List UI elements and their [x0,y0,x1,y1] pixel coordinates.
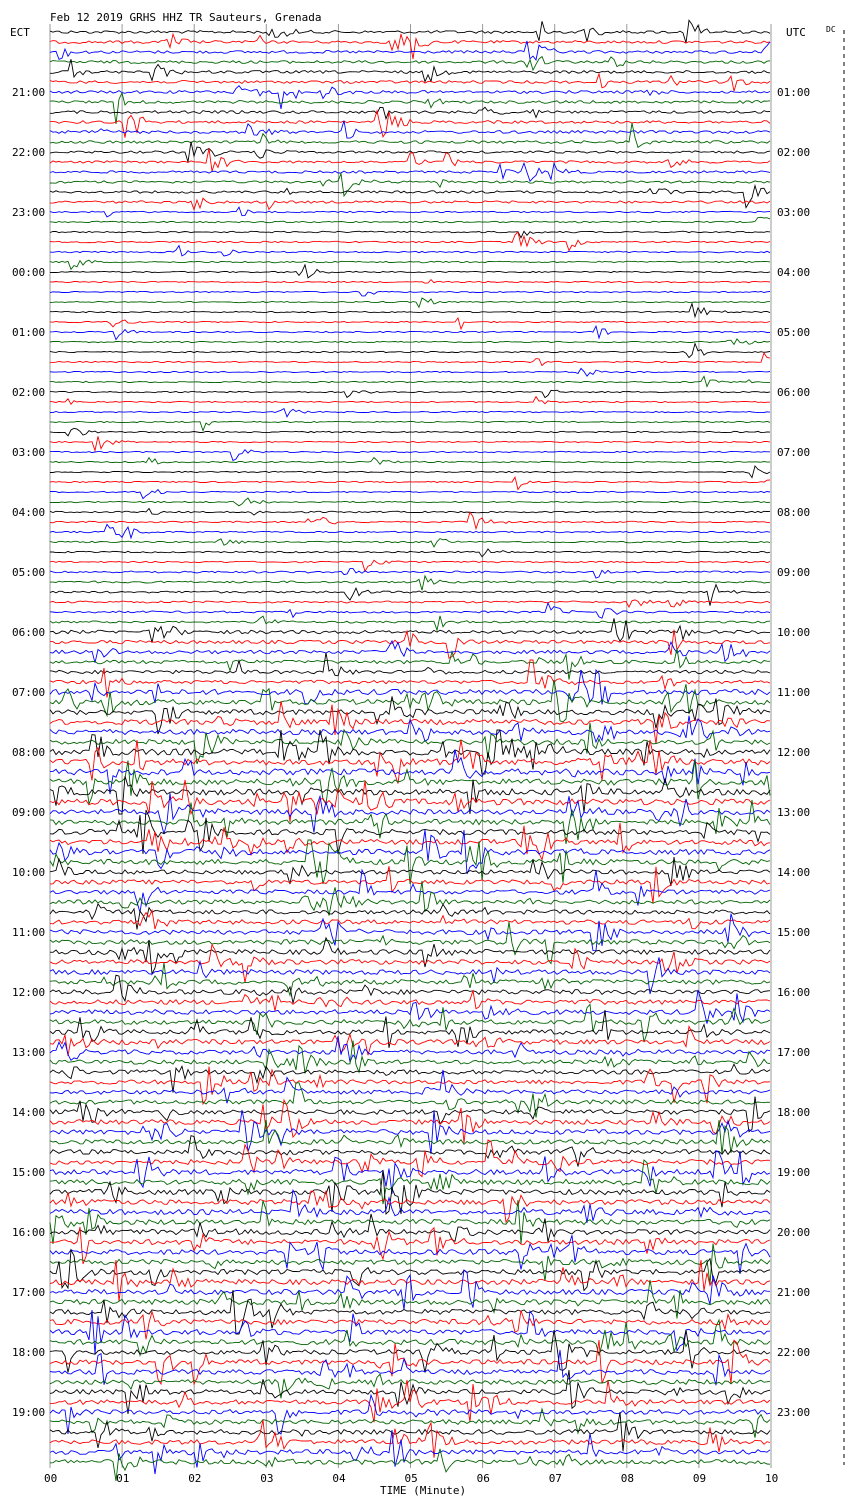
left-hour-label: 23:00 [12,206,46,219]
left-hour-label: 10:00 [12,866,46,879]
left-hour-label: 05:00 [12,566,46,579]
left-hour-label: 06:00 [12,626,46,639]
right-hour-label: 06:00 [777,386,811,399]
right-hour-label: 02:00 [777,146,811,159]
left-hour-label: 19:00 [12,1406,46,1419]
right-hour-label: 09:00 [777,566,811,579]
left-hour-label: 07:00 [12,686,46,699]
x-tick-label: 03 [260,1472,274,1485]
right-hour-label: 04:00 [777,266,811,279]
right-timezone-label: UTC [786,26,806,39]
left-hour-label: 13:00 [12,1046,46,1059]
left-hour-label: 22:00 [12,146,46,159]
right-hour-label: 08:00 [777,506,811,519]
right-hour-label: 19:00 [777,1166,811,1179]
left-hour-label: 01:00 [12,326,46,339]
right-hour-label: 13:00 [777,806,811,819]
left-hour-label: 00:00 [12,266,46,279]
left-hour-label: 14:00 [12,1106,46,1119]
left-hour-label: 18:00 [12,1346,46,1359]
x-tick-label: 04 [332,1472,346,1485]
x-tick-label: 02 [188,1472,202,1485]
minute-gridlines [50,24,771,1468]
right-hour-label: 18:00 [777,1106,811,1119]
dc-label: DC [826,25,836,34]
right-hour-label: 12:00 [777,746,811,759]
right-hour-label: 17:00 [777,1046,811,1059]
left-hour-label: 04:00 [12,506,46,519]
left-hour-label: 17:00 [12,1286,46,1299]
left-hour-labels [12,86,45,1419]
x-tick-label: 09 [692,1472,707,1485]
right-hour-label: 11:00 [777,686,811,699]
left-hour-label: 03:00 [12,446,46,459]
x-tick-label: 10 [765,1472,779,1485]
left-timezone-label: ECT [10,26,30,39]
chart-title: Feb 12 2019 GRHS HHZ TR Sauteurs, Grenada [50,11,322,24]
x-tick-label: 01 [116,1472,130,1485]
left-hour-label: 02:00 [12,386,46,399]
right-hour-label: 21:00 [777,1286,811,1299]
right-hour-label: 23:00 [777,1406,811,1419]
right-hour-label: 14:00 [777,866,811,879]
left-hour-label: 16:00 [12,1226,46,1239]
x-tick-label: 05 [404,1472,418,1485]
right-hour-label: 07:00 [777,446,811,459]
left-hour-label: 11:00 [12,926,46,939]
left-hour-label: 15:00 [12,1166,46,1179]
right-hour-label: 10:00 [777,626,811,639]
right-hour-labels [777,86,810,1419]
right-hour-label: 03:00 [777,206,811,219]
left-hour-label: 09:00 [12,806,46,819]
x-tick-label: 00 [44,1472,58,1485]
right-hour-label: 16:00 [777,986,811,999]
x-tick-label: 08 [620,1472,635,1485]
right-hour-label: 05:00 [777,326,811,339]
right-hour-label: 20:00 [777,1226,811,1239]
left-hour-label: 12:00 [12,986,46,999]
x-tick-label: 07 [548,1472,562,1485]
x-axis-label: TIME (Minute) [380,1484,467,1497]
right-hour-label: 22:00 [777,1346,811,1359]
left-hour-label: 21:00 [12,86,46,99]
x-tick-label: 06 [476,1472,490,1485]
right-hour-label: 15:00 [777,926,811,939]
left-hour-label: 08:00 [12,746,46,759]
right-hour-label: 01:00 [777,86,811,99]
